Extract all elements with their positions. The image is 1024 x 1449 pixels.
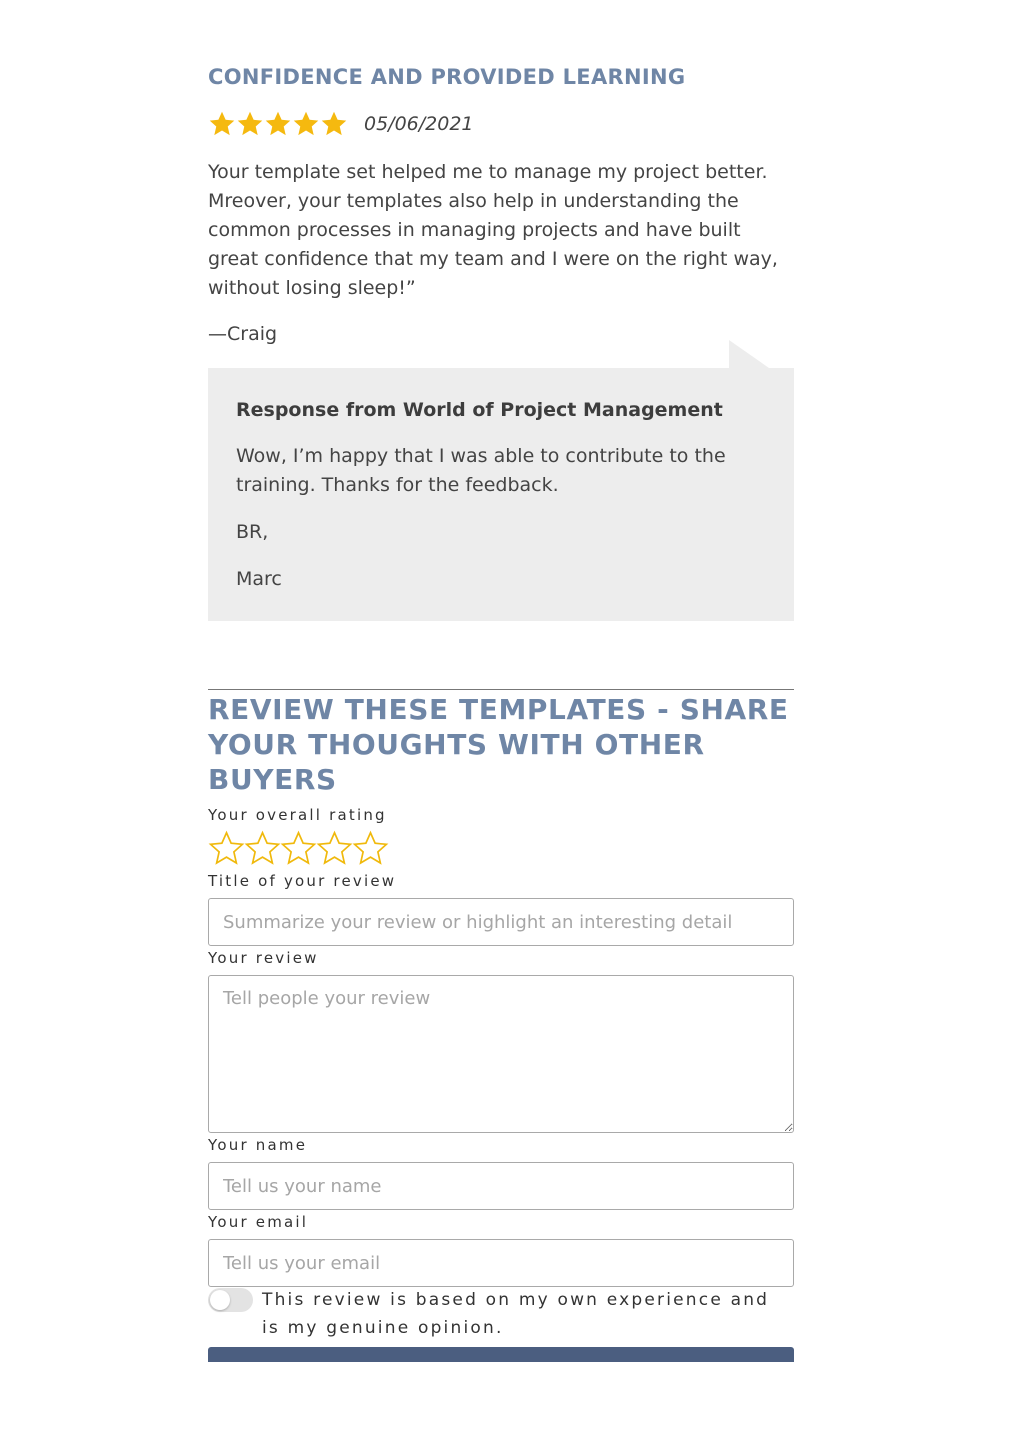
star-filled-icon (320, 110, 348, 138)
name-label: Your name (208, 1136, 308, 1154)
response-speech-tail (729, 340, 769, 368)
review-title-input[interactable] (208, 898, 794, 946)
review-stars (208, 110, 348, 138)
form-heading: REVIEW THESE TEMPLATES - SHARE YOUR THOUGHTS WITH OTHER BUYERS (208, 693, 789, 796)
response-paragraph: Marc (236, 568, 282, 590)
star-outline-icon[interactable] (316, 830, 353, 867)
response-box (208, 368, 794, 621)
star-outline-icon[interactable] (208, 830, 245, 867)
review-title: CONFIDENCE AND PROVIDED LEARNING (208, 65, 686, 89)
email-label: Your email (208, 1213, 309, 1231)
review-date: 05/06/2021 (364, 113, 474, 135)
email-input[interactable] (208, 1239, 794, 1287)
consent-text: This review is based on my own experience and is my genuine opinion. (262, 1290, 770, 1338)
review-author: —Craig (208, 323, 278, 345)
star-filled-icon (292, 110, 320, 138)
star-outline-icon[interactable] (280, 830, 317, 867)
star-filled-icon (208, 110, 236, 138)
rating-input[interactable] (208, 830, 794, 867)
review-title-label: Title of your review (208, 872, 397, 890)
star-filled-icon (264, 110, 292, 138)
response-paragraph: Wow, I’m happy that I was able to contribute to the training. Thanks for the feedback. (236, 445, 726, 496)
star-outline-icon[interactable] (244, 830, 281, 867)
consent-toggle[interactable] (208, 1288, 253, 1312)
rating-label: Your overall rating (208, 806, 387, 824)
review-text-area[interactable] (208, 975, 794, 1133)
submit-button[interactable] (208, 1347, 794, 1362)
star-outline-icon[interactable] (352, 830, 389, 867)
review-text-label: Your review (208, 949, 319, 967)
section-divider (208, 689, 794, 690)
response-paragraph: BR, (236, 521, 269, 543)
response-heading: Response from World of Project Management (236, 399, 723, 421)
review-rating-row (208, 108, 794, 140)
review-body: Your template set helped me to manage my project better. Mreover, your templates also help in understanding the common processes in managing projects and have built great confidence that my team and I were on the right way, without losing sleep!” (208, 161, 778, 299)
star-filled-icon (236, 110, 264, 138)
name-input[interactable] (208, 1162, 794, 1210)
toggle-knob (210, 1290, 230, 1310)
